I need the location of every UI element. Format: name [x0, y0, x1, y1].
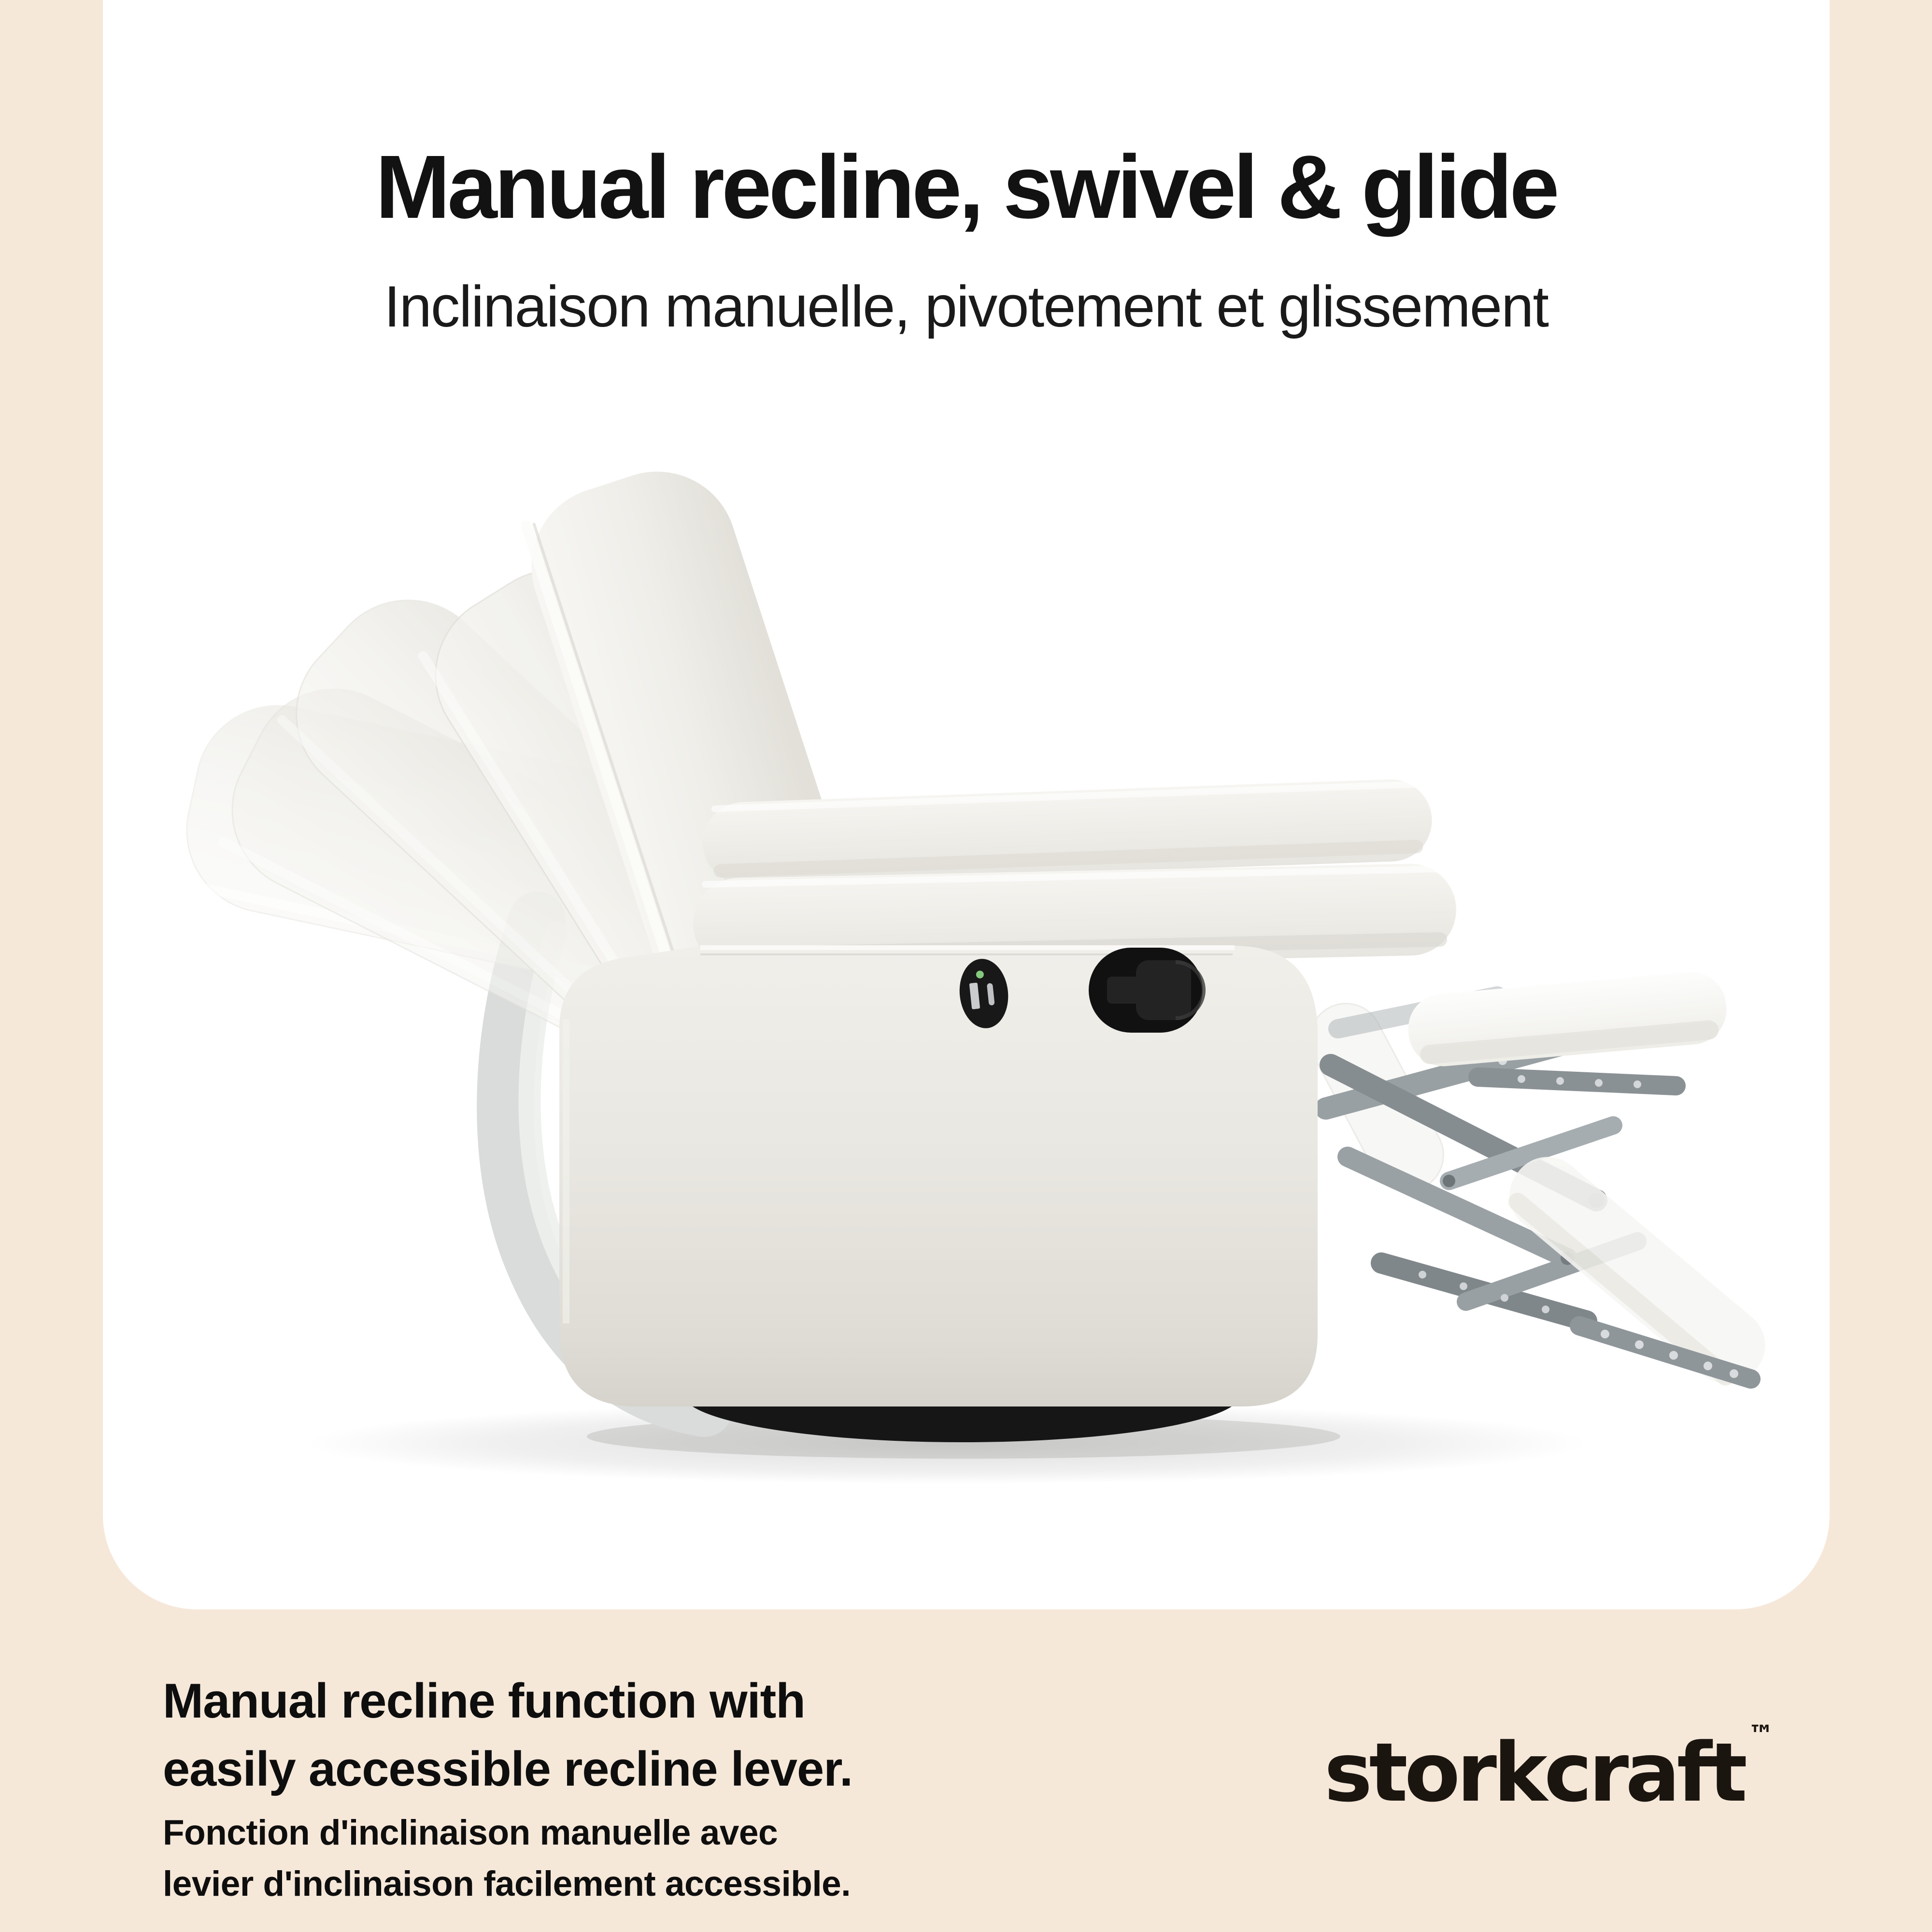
chair-body-panel [559, 946, 1318, 1406]
recline-lever [1089, 948, 1204, 1033]
brand-wordmark: storkcraft [1324, 1725, 1744, 1820]
feature-description-en [163, 1667, 852, 1804]
page-title: Manual recline, swivel & glide [375, 137, 1557, 237]
feature-description-fr-line2: levier d'inclinaison facilement accessible. [163, 1864, 851, 1904]
feature-description-en-line1: Manual recline function with [163, 1674, 805, 1728]
feature-description-fr-line1: Fonction d'inclinaison manuelle avec [163, 1813, 778, 1852]
feature-description-en-line2: easily accessible recline lever. [163, 1742, 853, 1797]
pivot-rivet [1443, 1175, 1455, 1187]
brand-logo [1241, 1719, 1774, 1820]
feature-description-fr [163, 1807, 851, 1910]
trademark-symbol: ™ [1748, 1719, 1774, 1750]
footrest-pad [1406, 969, 1730, 1069]
page-subtitle: Inclinaison manuelle, pivotement et glissement [384, 273, 1548, 339]
